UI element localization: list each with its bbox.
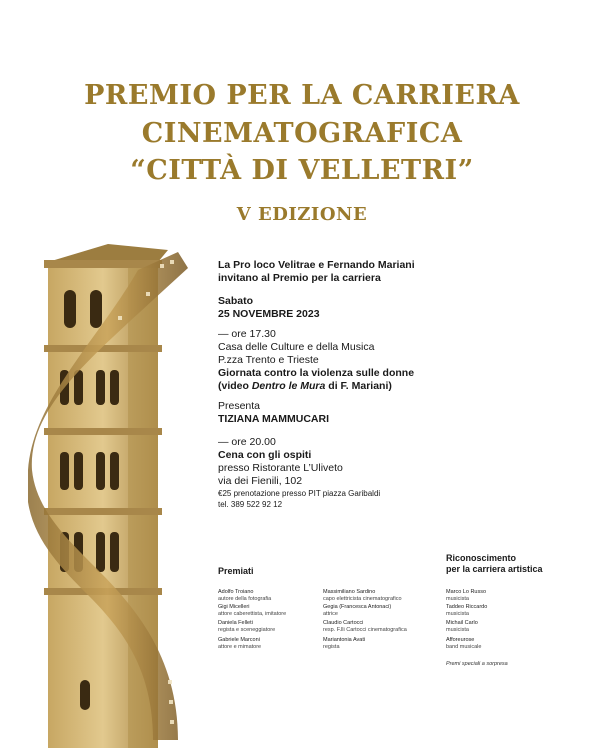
date-full: 25 NOVEMBRE 2023: [218, 308, 320, 320]
invite-line-1: La Pro loco Velitrae e Fernando Mariani: [218, 259, 415, 271]
honoree-role: musicista: [446, 610, 469, 617]
awardee-name: Gegia (Francesca Antonaci): [323, 604, 392, 610]
honoree-role: musicista: [446, 595, 469, 602]
honoree-name: Michail Carlo: [446, 620, 478, 626]
bell-tower-illustration: [28, 240, 218, 750]
event2-venue: presso Ristorante L’Uliveto: [218, 462, 343, 474]
event2-time: — ore 20.00: [218, 436, 276, 448]
recognition-title: [446, 553, 543, 575]
awardee: [218, 589, 271, 602]
event2-address: via dei Fienili, 102: [218, 475, 303, 487]
awardee-role: capo elettricista cinematografico: [323, 595, 402, 602]
title-line-3: “CITTÀ DI VELLETRI”: [130, 155, 474, 186]
awardee: [323, 620, 407, 633]
event1-video: [218, 380, 478, 393]
awardee: [323, 637, 365, 650]
awardee-role: resp. F.lli Cartocci cinematografica: [323, 626, 407, 633]
honoree-role: band musicale: [446, 643, 482, 650]
premiati-title: Premiati: [218, 566, 254, 576]
honoree-name: Taddeo Riccardo: [446, 604, 488, 610]
honoree-name: Afforeurose: [446, 637, 475, 643]
awardee: [218, 637, 261, 650]
awardee-name: Massimiliano Sardino: [323, 589, 376, 595]
event1-time: — ore 17.30: [218, 328, 276, 340]
honoree: [446, 620, 478, 633]
awardee: [323, 589, 402, 602]
video-title: Dentro le Mura: [251, 380, 326, 392]
event2-booking: €25 prenotazione presso PIT piazza Garibaldi: [218, 489, 381, 498]
awardee-role: attrice: [323, 610, 338, 617]
surprise-note: Premi speciali a sorpresa: [446, 661, 508, 667]
honoree-role: musicista: [446, 626, 469, 633]
recognition-title-line-2: per la carriera artistica: [446, 564, 543, 574]
honoree: [446, 637, 481, 650]
awardee-role: autore della fotografia: [218, 595, 272, 602]
title-line-1: PREMIO PER LA CARRIERA: [84, 80, 520, 111]
honoree: [446, 604, 487, 617]
awardee-name: Mariantonia Avati: [323, 637, 366, 643]
presents-label: Presenta: [218, 400, 261, 412]
awardee: [218, 620, 275, 633]
recognition-title-line-1: Riconoscimento: [446, 553, 517, 563]
awardee-name: Claudio Cartocci: [323, 620, 364, 626]
event2-phone: tel. 389 522 92 12: [218, 500, 283, 509]
awardee-name: Gigi Micelleri: [218, 604, 250, 610]
video-prefix: (video: [218, 380, 252, 392]
edition-label: V EDIZIONE: [236, 204, 368, 225]
date-day: Sabato: [218, 295, 254, 307]
awardee-name: Adolfo Troiano: [218, 589, 254, 595]
event1-venue: Casa delle Culture e della Musica: [218, 341, 375, 353]
awardee-name: Gabriele Marconi: [218, 637, 260, 643]
event1-theme: Giornata contro la violenza sulle donne: [218, 367, 415, 379]
title-line-2: CINEMATOGRAFICA: [141, 118, 463, 149]
awardee-role: regista e sceneggiatore: [218, 626, 276, 633]
awardee: [323, 604, 391, 617]
awardee: [218, 604, 286, 617]
awardee-role: attore caberettista, imitatore: [218, 610, 287, 617]
event-info: [218, 259, 478, 510]
invite-line-2: invitano al Premio per la carriera: [218, 272, 381, 284]
honoree-name: Marco Lo Russo: [446, 589, 487, 595]
awardee-name: Daniela Felleti: [218, 620, 253, 626]
event1-address: P.zza Trento e Trieste: [218, 354, 319, 366]
awardee-role: attore e mimatore: [218, 643, 262, 650]
video-suffix: di F. Mariani): [325, 380, 392, 392]
presenter-name: TIZIANA MAMMUCARI: [218, 413, 330, 425]
awardee-role: regista: [323, 643, 340, 650]
event2-title: Cena con gli ospiti: [218, 449, 312, 461]
honoree: [446, 589, 486, 602]
